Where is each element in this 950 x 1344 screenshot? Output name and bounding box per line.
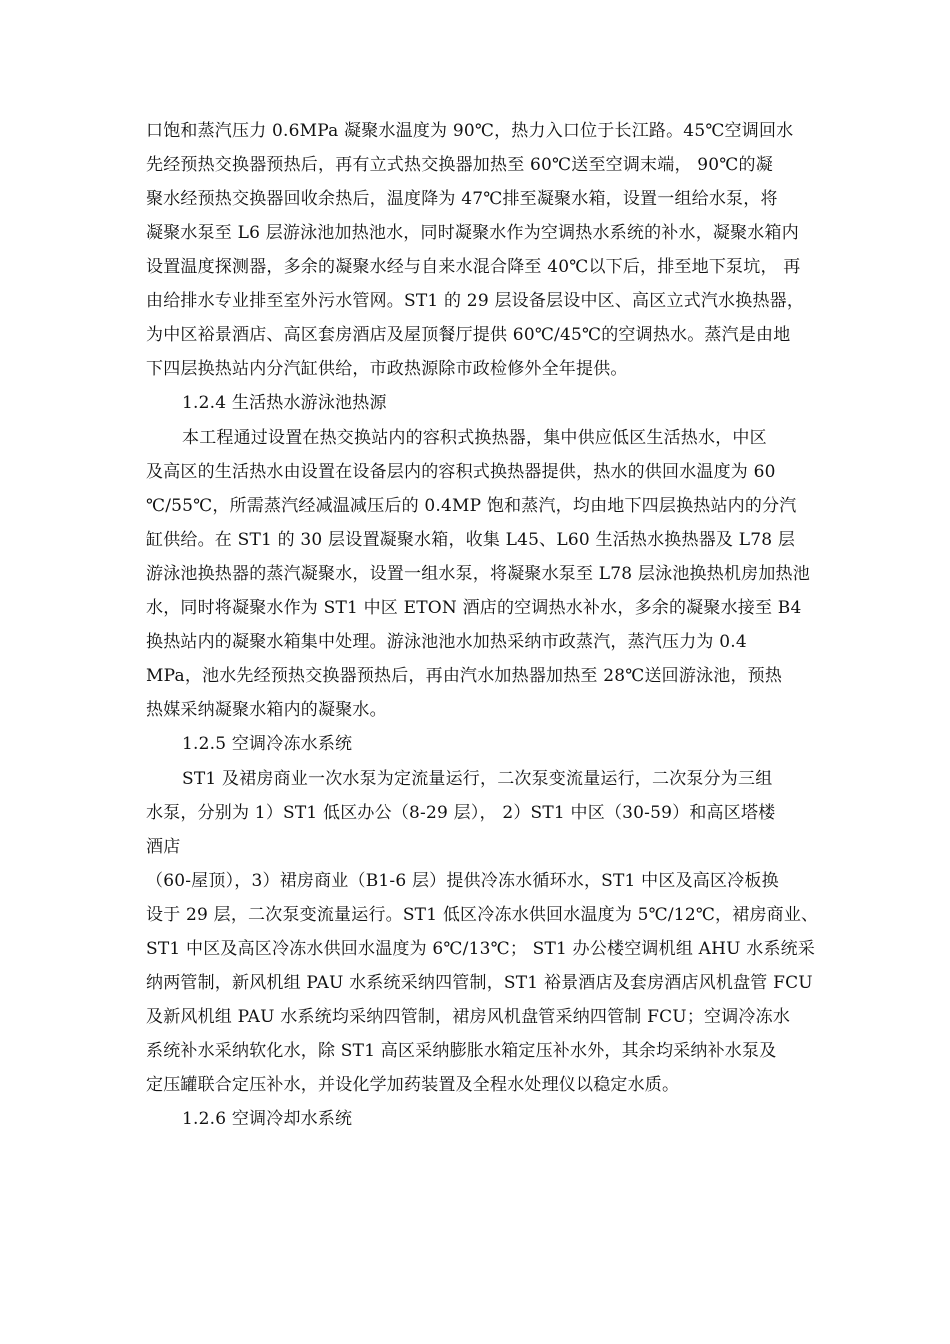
paragraph-2-line-7: 换热站内的凝聚水箱集中处理。游泳池池水加热采纳市政蒸汽，蒸汽压力为 0.4 [146, 632, 747, 652]
paragraph-3-line-9: 系统补水采纳软化水，除 ST1 高区采纳膨胀水箱定压补水外，其余均采纳补水泵及 [146, 1041, 777, 1061]
paragraph-3-line-8: 及新风机组 PAU 水系统均采纳四管制，裙房风机盘管采纳四管制 FCU；空调冷冻水 [146, 1007, 791, 1027]
paragraph-3-line-3: 酒店 [146, 837, 181, 857]
paragraph-3-line-1: ST1 及裙房商业一次水泵为定流量运行，二次泵变流量运行，二次泵分为三组 [182, 769, 773, 789]
paragraph-2-line-1: 本工程通过设置在热交换站内的容积式换热器，集中供应低区生活热水，中区 [182, 428, 767, 448]
paragraph-3-line-10: 定压罐联合定压补水，并设化学加药装置及全程水处理仪以稳定水质。 [146, 1075, 680, 1095]
paragraph-2-line-9: 热媒采纳凝聚水箱内的凝聚水。 [146, 700, 387, 720]
paragraph-1-line-4: 凝聚水泵至 L6 层游泳池加热池水，同时凝聚水作为空调热水系统的补水，凝聚水箱内 [146, 223, 799, 243]
paragraph-2-line-6: 水，同时将凝聚水作为 ST1 中区 ETON 酒店的空调热水补水，多余的凝聚水接至 B4 [146, 598, 802, 618]
paragraph-1-line-7: 为中区裕景酒店、高区套房酒店及屋顶餐厅提供 60℃/45℃的空调热水。蒸汽是由地 [146, 325, 791, 345]
paragraph-1-line-5: 设置温度探测器，多余的凝聚水经与自来水混合降至 40℃以下后，排至地下泵坑， 再 [146, 257, 801, 277]
paragraph-3-line-7: 纳两管制，新风机组 PAU 水系统采纳四管制，ST1 裕景酒店及套房酒店风机盘管 FCU [146, 973, 813, 993]
paragraph-1-line-1: 口饱和蒸汽压力 0.6MPa 凝聚水温度为 90℃，热力入口位于长江路。45℃空调回水 [146, 121, 794, 141]
paragraph-1-line-6: 由给排水专业排至室外污水管网。ST1 的 29 层设备层设中区、高区立式汽水换热器， [146, 291, 805, 311]
paragraph-2-line-2: 及高区的生活热水由设置在设备层内的容积式换热器提供，热水的供回水温度为 60 [146, 462, 776, 482]
paragraph-1-line-3: 聚水经预热交换器回收余热后，温度降为 47℃排至凝聚水箱，设置一组给水泵，将 [146, 189, 778, 209]
paragraph-2-line-5: 游泳池换热器的蒸汽凝聚水，设置一组水泵，将凝聚水泵至 L78 层泳池换热机房加热池 [146, 564, 810, 584]
paragraph-1-line-8: 下四层换热站内分汽缸供给，市政热源除市政检修外全年提供。 [146, 359, 628, 379]
paragraph-1-line-2: 先经预热交换器预热后，再有立式热交换器加热至 60℃送至空调末端， 90℃的凝 [146, 155, 773, 175]
section-heading-1-2-6: 1.2.6 空调冷却水系统 [182, 1109, 353, 1129]
section-heading-1-2-4: 1.2.4 生活热水游泳池热源 [182, 393, 387, 413]
paragraph-2-line-4: 缸供给。在 ST1 的 30 层设置凝聚水箱，收集 L45、L60 生活热水换热器及 L78 层 [146, 530, 796, 550]
paragraph-3-line-4: （60-屋顶），3）裙房商业（B1-6 层）提供冷冻水循环水，ST1 中区及高区冷板换 [146, 871, 779, 891]
paragraph-2-line-3: ℃/55℃，所需蒸汽经减温减压后的 0.4MP 饱和蒸汽，均由地下四层换热站内的分汽 [146, 496, 797, 516]
paragraph-3-line-2: 水泵，分别为 1）ST1 低区办公（8-29 层）， 2）ST1 中区（30-59）和高区塔楼 [146, 803, 776, 823]
section-heading-1-2-5: 1.2.5 空调冷冻水系统 [182, 734, 353, 754]
paragraph-3-line-5: 设于 29 层，二次泵变流量运行。ST1 低区冷冻水供回水温度为 5℃/12℃，裙房商业、 [146, 905, 819, 925]
paragraph-3-line-6: ST1 中区及高区冷冻水供回水温度为 6℃/13℃； ST1 办公楼空调机组 AHU 水系统采 [146, 939, 816, 959]
paragraph-2-line-8: MPa，池水先经预热交换器预热后，再由汽水加热器加热至 28℃送回游泳池，预热 [146, 666, 783, 686]
